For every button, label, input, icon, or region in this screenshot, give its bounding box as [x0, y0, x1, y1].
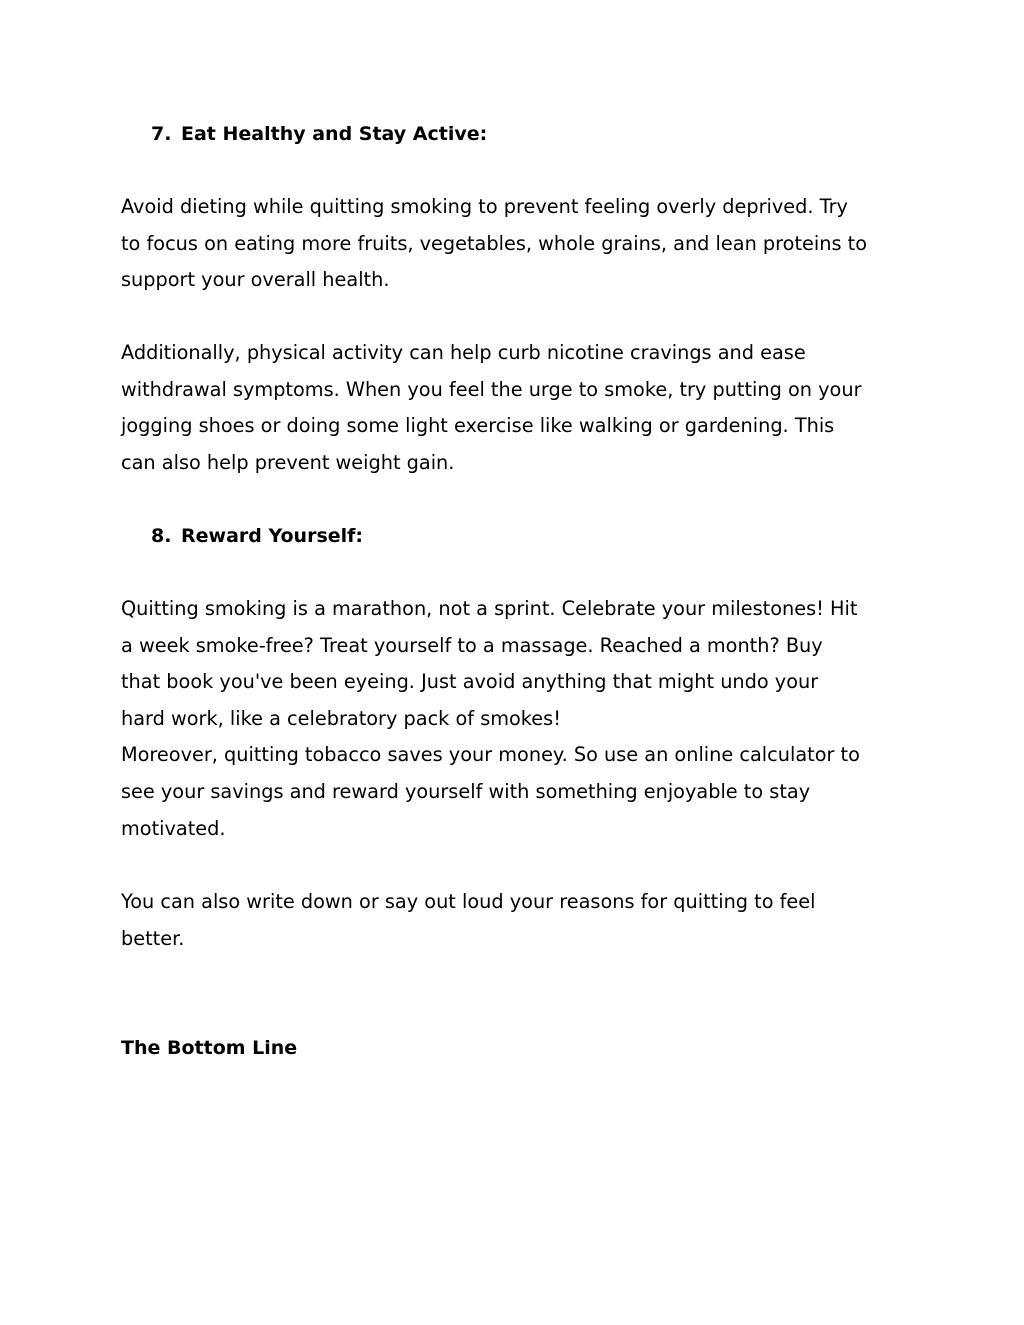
section-8-paragraph-2	[121, 884, 921, 957]
section-7-title: Eat Healthy and Stay Active:	[181, 123, 488, 145]
text-line: to focus on eating more fruits, vegetables, whole grains, and lean proteins to	[121, 231, 867, 255]
text-line: Moreover, quitting tobacco saves your money. So use an online calculator to	[121, 743, 860, 767]
text-line: better.	[121, 926, 185, 950]
text-line: a week smoke-free? Treat yourself to a massage. Reached a month? Buy	[121, 633, 823, 657]
text-line: hard work, like a celebratory pack of smokes!	[121, 706, 561, 730]
bottom-line-heading: The Bottom Line	[121, 1037, 298, 1059]
text-line: motivated.	[121, 816, 226, 840]
section-8-number: 8.	[151, 525, 172, 547]
text-line: that book you've been eyeing. Just avoid anything that might undo your	[121, 670, 819, 694]
section-8-title: Reward Yourself:	[181, 525, 364, 547]
text-line: jogging shoes or doing some light exercise like walking or gardening. This	[121, 414, 835, 438]
text-line: Additionally, physical activity can help curb nicotine cravings and ease	[121, 341, 806, 364]
text-line: see your savings and reward yourself with something enjoyable to stay	[121, 779, 811, 803]
section-7-heading	[151, 119, 487, 149]
text-line: You can also write down or say out loud your reasons for quitting to feel	[121, 890, 816, 913]
text-line: support your overall health.	[121, 268, 390, 292]
text-line: Quitting smoking is a marathon, not a sprint. Celebrate your milestones! Hit	[121, 597, 858, 620]
section-8-paragraph-1	[121, 591, 921, 847]
section-7-paragraph-2	[121, 335, 921, 481]
section-7-number: 7.	[151, 123, 172, 145]
section-7-paragraph-1	[121, 189, 921, 299]
text-line: Avoid dieting while quitting smoking to prevent feeling overly deprived. Try	[121, 195, 848, 218]
section-8-heading	[151, 521, 363, 551]
text-line: withdrawal symptoms. When you feel the urge to smoke, try putting on your	[121, 377, 862, 401]
text-line: can also help prevent weight gain.	[121, 450, 455, 474]
